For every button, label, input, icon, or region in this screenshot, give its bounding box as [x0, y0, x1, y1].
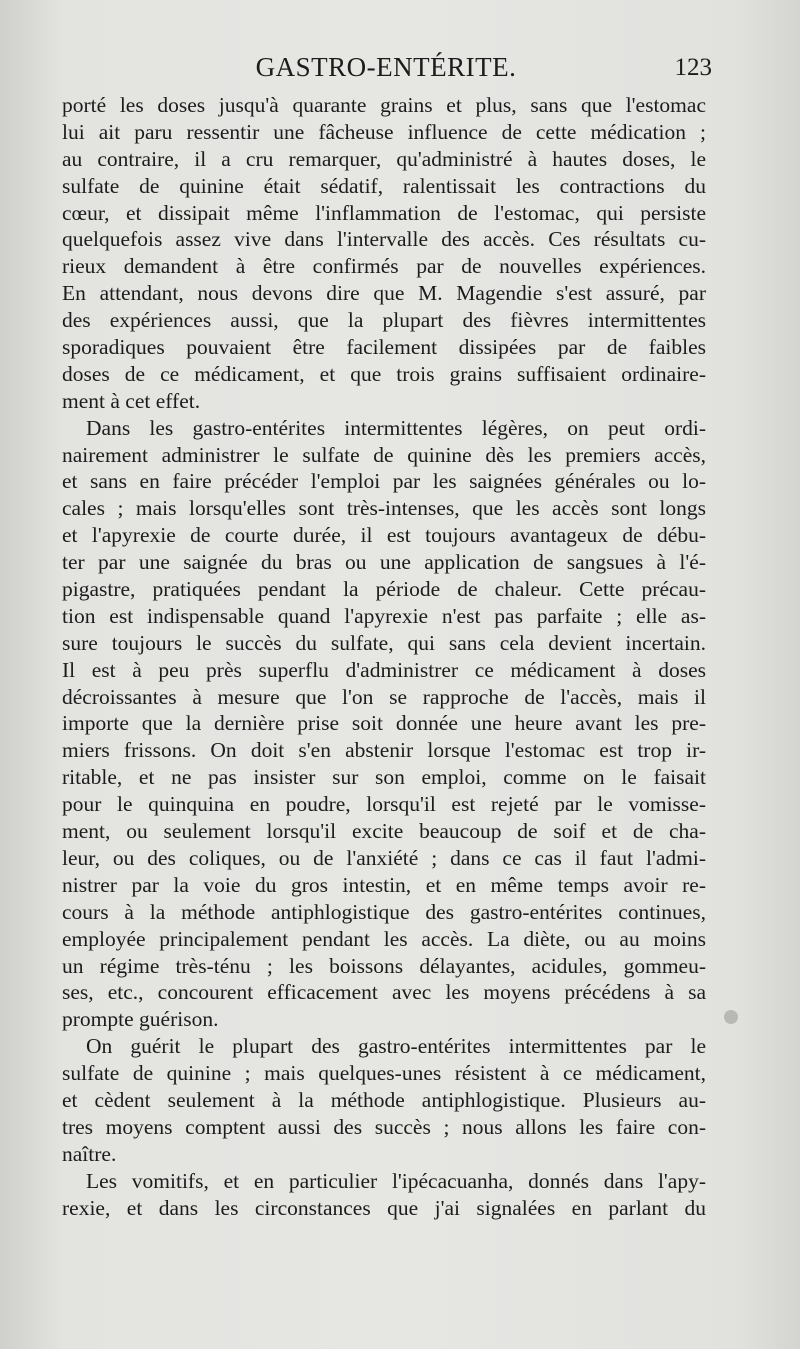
text-line: naître.: [62, 1141, 117, 1166]
text-line: ter par une saignée du bras ou une application de sangsues à l'é-: [62, 550, 706, 575]
text-line: et sans en faire précéder l'emploi par les saignées générales ou lo-: [62, 469, 706, 494]
running-title: GASTRO-ENTÉRITE.: [255, 52, 517, 82]
text-line: décroissantes à mesure que l'on se rapproche de l'accès, mais il: [62, 684, 706, 709]
text-line: leur, ou des coliques, ou de l'anxiété ; dans ce cas il faut l'admi-: [62, 845, 706, 870]
text-line: au contraire, il a cru remarquer, qu'administré à hautes doses, le: [62, 146, 706, 171]
text-line: et cèdent seulement à la méthode antiphlogistique. Plusieurs au-: [62, 1087, 706, 1112]
text-line: quelquefois assez vive dans l'intervalle des accès. Ces résultats cu-: [62, 227, 706, 252]
text-line: rexie, et dans les circonstances que j'ai signalées en parlant du: [62, 1195, 706, 1220]
text-line: cœur, et dissipait même l'inflammation de l'estomac, qui persiste: [62, 200, 706, 225]
paragraph-first-line: Les vomitifs, et en particulier l'ipécacuanha, donnés dans l'apy-: [86, 1168, 706, 1193]
text-line: sporadiques pouvaient être facilement dissipées par de faibles: [62, 335, 706, 360]
text-line: ment, ou seulement lorsqu'il excite beaucoup de soif et de cha-: [62, 819, 706, 844]
paragraph-first-line: On guérit le plupart des gastro-entérites intermittentes par le: [86, 1034, 706, 1059]
text-line: Il est à peu près superflu d'administrer ce médicament à doses: [62, 657, 706, 682]
text-line: et l'apyrexie de courte durée, il est toujours avantageux de débu-: [62, 523, 706, 548]
text-line: rieux demandent à être confirmés par de nouvelles expériences.: [62, 254, 706, 279]
text-line: doses de ce médicament, et que trois grains suffisaient ordinaire-: [62, 361, 706, 386]
text-line: lui ait paru ressentir une fâcheuse influence de cette médication ;: [62, 119, 706, 144]
text-line: importe que la dernière prise soit donnée une heure avant les pre-: [62, 711, 706, 736]
text-line: tion est indispensable quand l'apyrexie n'est pas parfaite ; elle as-: [62, 603, 706, 628]
text-line: pigastre, pratiquées pendant la période de chaleur. Cette précau-: [62, 577, 706, 602]
text-line: ses, etc., concourent efficacement avec les moyens précédens à sa: [62, 980, 706, 1005]
text-line: prompte guérison.: [62, 1007, 219, 1032]
text-line: des expériences aussi, que la plupart des fièvres intermittentes: [62, 308, 706, 333]
body-text: [62, 92, 706, 1221]
text-line: un régime très-ténu ; les boissons délayantes, acidules, gommeu-: [62, 953, 706, 978]
text-line: tres moyens comptent aussi des succès ; nous allons les faire con-: [62, 1114, 706, 1139]
text-line: nistrer par la voie du gros intestin, et en même temps avoir re-: [62, 872, 706, 897]
text-line: miers frissons. On doit s'en abstenir lorsque l'estomac est trop ir-: [62, 738, 706, 763]
text-line: nairement administrer le sulfate de quinine dès les premiers accès,: [62, 442, 706, 467]
page-header: [62, 52, 710, 88]
text-line: sulfate de quinine était sédatif, ralentissait les contractions du: [62, 173, 706, 198]
text-line: En attendant, nous devons dire que M. Magendie s'est assuré, par: [62, 281, 706, 306]
text-line: employée principalement pendant les accès. La diète, ou au moins: [62, 926, 706, 951]
text-line: pour le quinquina en poudre, lorsqu'il est rejeté par le vomisse-: [62, 792, 706, 817]
text-line: cales ; mais lorsqu'elles sont très-intenses, que les accès sont longs: [62, 496, 706, 521]
text-line: ritable, et ne pas insister sur son emploi, comme on le faisait: [62, 765, 706, 790]
text-line: porté les doses jusqu'à quarante grains et plus, sans que l'estomac: [62, 93, 706, 117]
text-line: cours à la méthode antiphlogistique des gastro-entérites continues,: [62, 899, 706, 924]
text-line: sulfate de quinine ; mais quelques-unes résistent à ce médicament,: [62, 1061, 706, 1086]
paragraph-first-line: Dans les gastro-entérites intermittentes légères, on peut ordi-: [86, 415, 706, 440]
text-line: ment à cet effet.: [62, 388, 201, 413]
page-number: 123: [674, 54, 712, 81]
paper-blemish: [724, 1010, 738, 1024]
text-line: sure toujours le succès du sulfate, qui sans cela devient incertain.: [62, 630, 706, 655]
